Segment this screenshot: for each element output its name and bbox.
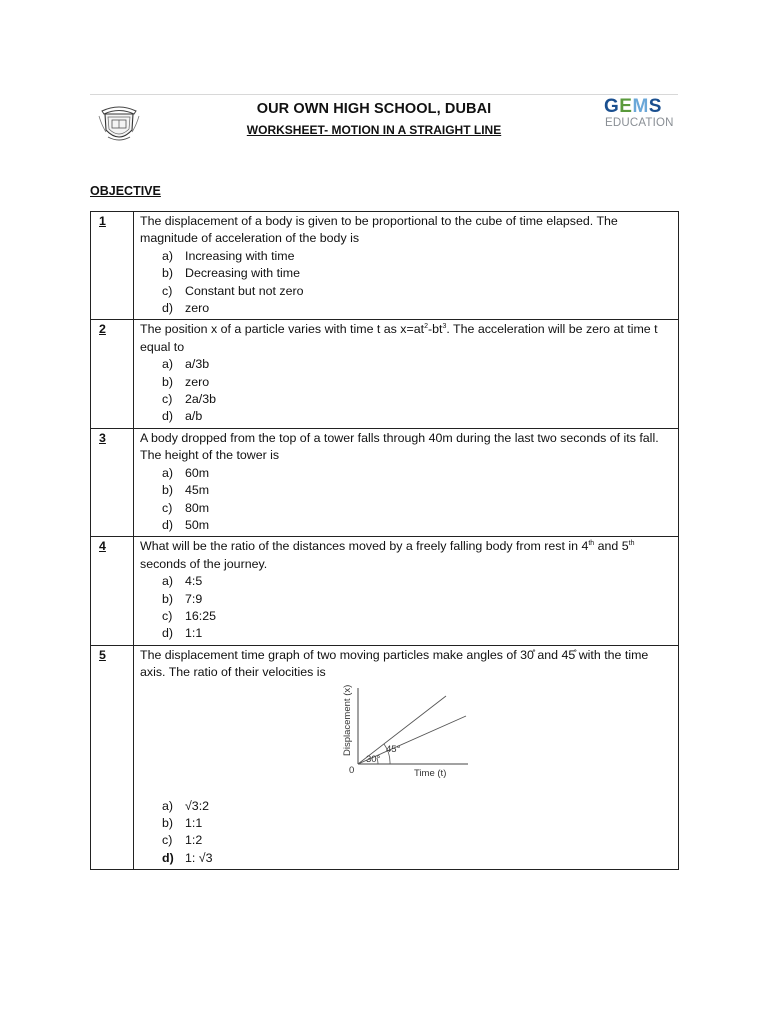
superscript: 3 [442,323,447,331]
option-text: a/b [185,409,203,424]
header-rule [90,94,678,95]
option-text: Constant but not zero [185,283,304,298]
brand-letter: E [619,96,633,117]
question-text [140,538,672,573]
option-text: zero [185,374,210,389]
option-text: 4:5 [185,574,203,589]
option-text: Decreasing with time [185,266,301,281]
gems-education-logo [604,97,674,133]
option-letter: c) [162,500,173,515]
option-text: 1: √3 [185,850,213,865]
school-name: OUR OWN HIGH SCHOOL, DUBAI [256,101,492,117]
option-letter: b) [162,815,174,830]
option-letter: a) [162,798,174,813]
question-body [134,537,679,645]
option-item [162,798,672,815]
question-number: 4 [91,537,134,645]
question-text: The displacement of a body is given to be proportional to the cube of time elapsed. The magnitude of acceleration of the body is [140,214,618,246]
brand-letters [604,97,662,117]
option-item [162,265,672,282]
graph-svg [340,682,472,786]
option-letter: d) [162,301,174,316]
option-text: a/3b [185,357,210,372]
question-text-part: and 5 [594,539,629,554]
question-text-part: What will be the ratio of the distances moved by a freely falling body from rest in 4 [140,539,589,554]
question-body [134,212,679,320]
option-letter: c) [162,608,173,623]
option-letter: c) [162,392,173,407]
question-text [140,321,672,356]
question-row [91,320,679,428]
option-letter: b) [162,266,174,281]
option-text: 1:1 [185,815,203,830]
option-text: Increasing with time [185,248,295,263]
option-item [162,608,672,625]
option-item [162,408,672,425]
options-list [140,356,672,426]
option-item [162,374,672,391]
option-item [162,482,672,499]
option-item [162,625,672,642]
option-text: 7:9 [185,591,203,606]
superscript: th [628,540,635,548]
option-item [162,248,672,265]
question-row [91,428,679,536]
brand-letter: S [648,96,662,117]
option-letter: a) [162,357,174,372]
question-number: 3 [91,428,134,536]
graph-origin-label: 0 [349,764,355,776]
option-text: 80m [185,500,210,515]
superscript: th [588,540,595,548]
option-item [162,300,672,317]
option-text: 45m [185,483,210,498]
option-letter: c) [162,833,173,848]
option-item [162,356,672,373]
question-body [134,320,679,428]
question-text: The displacement time graph of two moving particles make angles of 30̊ and 45̊ with the time axis. The ratio of their velocities is [140,647,649,680]
question-number: 5 [91,645,134,869]
options-list [140,248,672,318]
option-letter: c) [162,283,173,298]
option-letter: d) [162,626,174,641]
graph-x-label: Time (t) [414,767,447,779]
options-list [140,798,672,868]
option-letter: b) [162,374,174,389]
option-item [162,591,672,608]
options-list [140,465,672,535]
option-letter: d) [162,517,174,532]
option-letter: d) [162,409,174,424]
question-text-part: . The acceleration will be zero at time t equal to [140,322,658,354]
worksheet-title: WORKSHEET- MOTION IN A STRAIGHT LINE [246,123,502,137]
question-text-part: The position x of a particle varies with time t as x=at [140,322,425,337]
option-item [162,391,672,408]
brand-subtitle: EDUCATION [605,117,674,129]
option-item [162,500,672,517]
question-number: 1 [91,212,134,320]
question-body [134,428,679,536]
displacement-time-graph [140,682,672,798]
option-text: 16:25 [185,608,217,623]
school-crest-logo [96,102,142,146]
option-letter: a) [162,574,174,589]
option-text: 50m [185,517,210,532]
angle-label-45: 45° [386,743,401,755]
options-list [140,573,672,643]
question-number: 2 [91,320,134,428]
option-item [162,832,672,849]
option-item [162,815,672,832]
option-text: 60m [185,465,210,480]
option-letter: a) [162,248,174,263]
question-text-part: seconds of the journey. [140,556,268,571]
angle-label-30: 30° [366,753,381,765]
question-body [134,645,679,869]
option-text: 2a/3b [185,392,217,407]
superscript: 2 [424,323,428,331]
question-row [91,212,679,320]
option-text: 1:1 [185,626,203,641]
document-header [150,100,598,138]
questions-table [90,211,679,870]
option-letter: b) [162,483,174,498]
question-text: A body dropped from the top of a tower falls through 40m during the last two seconds of its fall. The height of the tower is [140,430,659,463]
question-row [91,537,679,645]
option-letter: d) [162,850,174,865]
question-row [91,645,679,869]
graph-y-label: Displacement (x) [342,684,353,756]
brand-letter: G [604,96,620,117]
option-text: √3:2 [185,798,210,813]
option-letter: b) [162,591,174,606]
option-letter: a) [162,465,174,480]
option-item [162,850,672,867]
option-item [162,283,672,300]
brand-letter: M [632,96,649,117]
option-text: zero [185,301,210,316]
option-text: 1:2 [185,833,203,848]
option-item [162,465,672,482]
option-item [162,573,672,590]
option-item [162,517,672,534]
question-text-part: -bt [427,322,443,337]
section-title: OBJECTIVE [90,184,161,198]
